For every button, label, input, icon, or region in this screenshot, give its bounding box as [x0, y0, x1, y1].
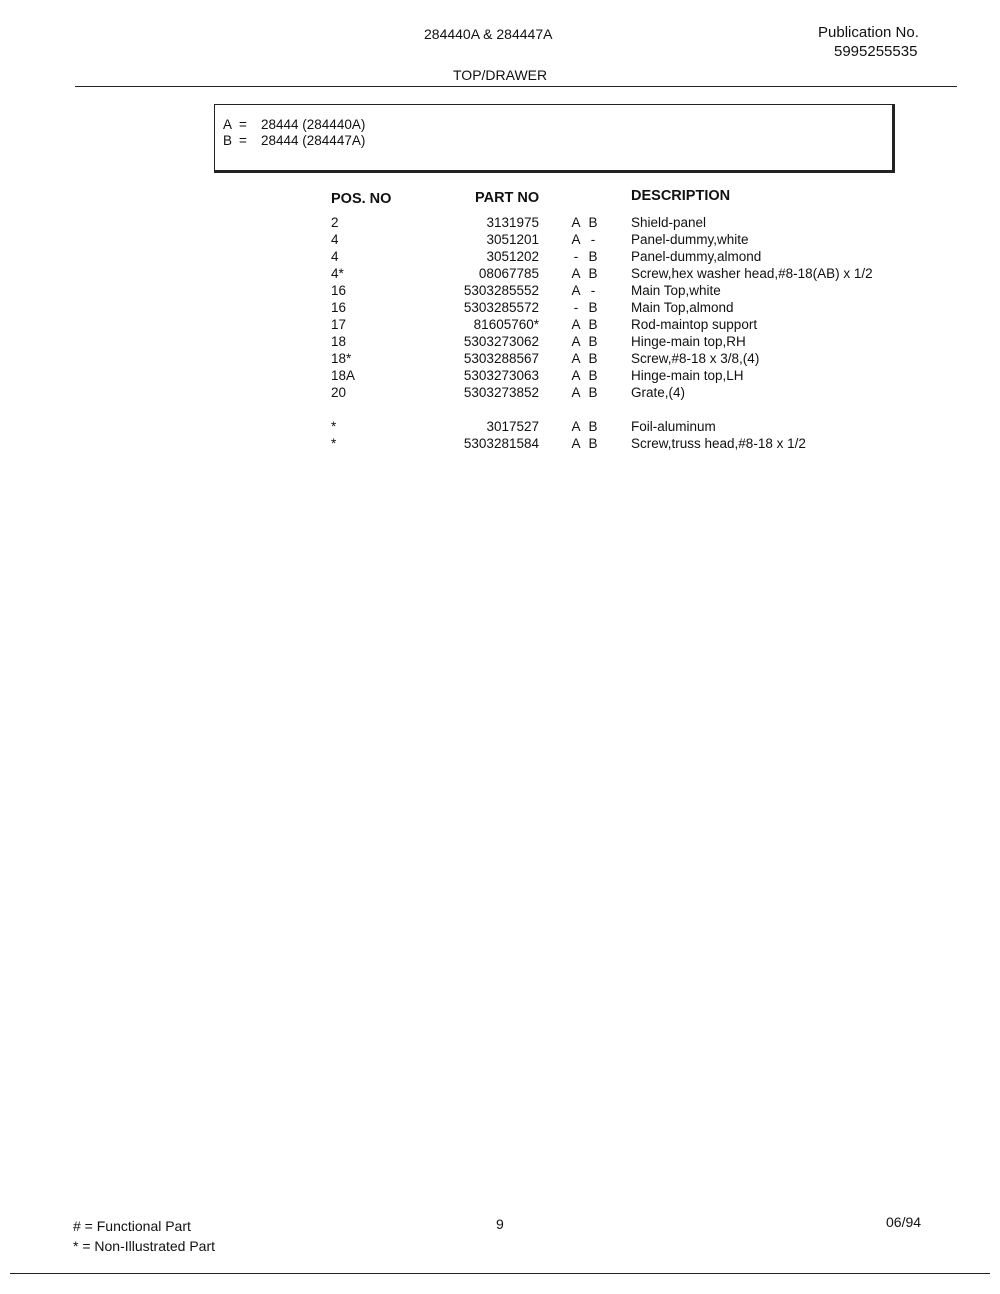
pos-cell: 4: [331, 232, 339, 247]
pos-cell: 4: [331, 249, 339, 264]
non-illustrated-part-note: * = Non-Illustrated Part: [73, 1238, 216, 1254]
part-cell: 5303285552: [463, 283, 539, 298]
description-cell: Hinge-main top,LH: [631, 368, 744, 383]
table-row: [0, 232, 1000, 249]
model-a-cell: A: [571, 232, 581, 247]
legend-key: A: [223, 117, 233, 132]
model-b-cell: B: [588, 266, 598, 281]
description-cell: Panel-dummy,almond: [631, 249, 762, 264]
model-b-cell: B: [588, 249, 598, 264]
pos-cell: 17: [331, 317, 347, 332]
pos-cell: 18: [331, 334, 347, 349]
model-legend-box: [214, 104, 895, 173]
page-number: 9: [496, 1216, 504, 1232]
description-cell: Screw,truss head,#8-18 x 1/2: [631, 436, 806, 451]
table-row: [0, 385, 1000, 402]
model-b-cell: B: [588, 317, 598, 332]
table-row: [0, 300, 1000, 317]
legend-equals: =: [239, 133, 247, 148]
description-cell: Rod-maintop support: [631, 317, 758, 332]
pos-cell: 18*: [331, 351, 352, 366]
model-a-cell: A: [571, 368, 581, 383]
functional-part-note: # = Functional Part: [73, 1218, 191, 1234]
legend-value: 28444 (284447A): [261, 133, 366, 148]
table-row: [0, 317, 1000, 334]
pos-cell: 16: [331, 300, 347, 315]
publication-label: Publication No.: [818, 24, 919, 41]
part-cell: 5303281584: [463, 436, 539, 451]
description-cell: Screw,#8-18 x 3/8,(4): [631, 351, 760, 366]
model-a-cell: A: [571, 436, 581, 451]
table-row: [0, 419, 1000, 436]
pos-cell: 16: [331, 283, 347, 298]
model-b-cell: B: [588, 368, 598, 383]
part-cell: 3051201: [486, 232, 539, 247]
model-a-cell: A: [571, 215, 581, 230]
model-a-cell: -: [573, 300, 579, 315]
model-b-cell: B: [588, 385, 598, 400]
model-a-cell: A: [571, 266, 581, 281]
part-cell: 5303285572: [463, 300, 539, 315]
column-header-pos: POS. NO: [331, 191, 392, 207]
part-cell: 5303273852: [463, 385, 539, 400]
table-row: [0, 266, 1000, 283]
pos-cell: *: [331, 419, 337, 434]
legend-row-a: [223, 117, 365, 132]
part-cell: 3017527: [486, 419, 539, 434]
header-divider: [75, 86, 957, 87]
part-cell: 81605760*: [473, 317, 539, 332]
table-row: [0, 368, 1000, 385]
model-a-cell: A: [571, 317, 581, 332]
model-a-cell: -: [573, 249, 579, 264]
description-cell: Hinge-main top,RH: [631, 334, 746, 349]
legend-value: 28444 (284440A): [261, 117, 366, 132]
section-title: TOP/DRAWER: [453, 67, 548, 83]
description-cell: Main Top,white: [631, 283, 721, 298]
part-cell: 5303273062: [463, 334, 539, 349]
part-cell: 08067785: [478, 266, 539, 281]
description-cell: Grate,(4): [631, 385, 686, 400]
table-row: [0, 351, 1000, 368]
table-row: [0, 436, 1000, 453]
footer-divider: [10, 1273, 990, 1274]
table-row: [0, 215, 1000, 232]
model-a-cell: A: [571, 385, 581, 400]
model-a-cell: A: [571, 351, 581, 366]
legend-key: B: [223, 133, 233, 148]
model-b-cell: -: [590, 283, 596, 298]
legend-equals: =: [239, 117, 247, 132]
column-header-part: PART NO: [475, 190, 540, 206]
revision-date: 06/94: [886, 1214, 922, 1230]
description-cell: Main Top,almond: [631, 300, 734, 315]
model-a-cell: A: [571, 283, 581, 298]
pos-cell: 4*: [331, 266, 344, 281]
publication-number: 5995255535: [834, 43, 918, 60]
part-cell: 3051202: [486, 249, 539, 264]
model-b-cell: B: [588, 419, 598, 434]
model-b-cell: B: [588, 334, 598, 349]
description-cell: Foil-aluminum: [631, 419, 716, 434]
part-cell: 5303288567: [463, 351, 539, 366]
model-a-cell: A: [571, 419, 581, 434]
description-cell: Screw,hex washer head,#8-18(AB) x 1/2: [631, 266, 873, 281]
part-cell: 5303273063: [463, 368, 539, 383]
model-b-cell: B: [588, 215, 598, 230]
pos-cell: *: [331, 436, 337, 451]
pos-cell: 18A: [331, 368, 356, 383]
table-row: [0, 283, 1000, 300]
model-numbers: 284440A & 284447A: [424, 26, 553, 42]
model-a-cell: A: [571, 334, 581, 349]
model-b-cell: -: [590, 232, 596, 247]
description-cell: Shield-panel: [631, 215, 707, 230]
column-header-description: DESCRIPTION: [631, 188, 731, 204]
pos-cell: 2: [331, 215, 339, 230]
legend-row-b: [223, 133, 365, 148]
model-b-cell: B: [588, 300, 598, 315]
part-cell: 3131975: [486, 215, 539, 230]
model-b-cell: B: [588, 436, 598, 451]
pos-cell: 20: [331, 385, 347, 400]
table-row: [0, 334, 1000, 351]
description-cell: Panel-dummy,white: [631, 232, 749, 247]
model-b-cell: B: [588, 351, 598, 366]
table-row: [0, 249, 1000, 266]
